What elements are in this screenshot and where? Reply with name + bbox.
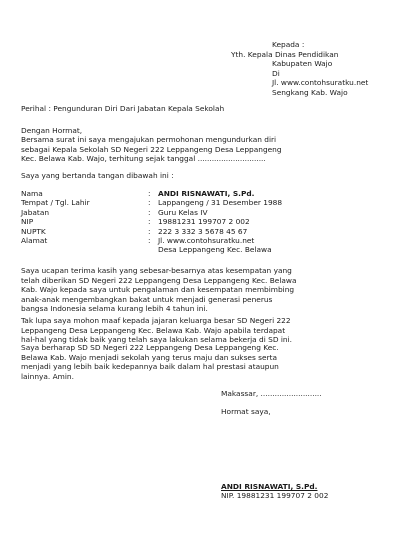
identity-row (21, 217, 282, 226)
paragraph-line: Kab. Wajo kepada saya untuk pengalaman dan kesempatan membimbing (21, 285, 295, 295)
recipient-line: Kepada : (272, 40, 305, 49)
recipient-line: Jl. www.contohsuratku.net (272, 78, 369, 88)
identity-row (21, 189, 282, 198)
identity-value: 222 3 332 3 5678 45 67 (158, 226, 248, 236)
identity-row (21, 198, 282, 207)
paragraph-line: anak-anak mengembangkan bakat untuk menjadi generasi penerus (21, 294, 273, 304)
identity-label (21, 245, 148, 254)
recipient-block (231, 40, 368, 98)
paragraph-line: telah diberikan SD Negeri 222 Leppangeng Desa Leppangeng Kec. Belawa (21, 275, 297, 285)
paragraph-line: Tak lupa saya mohon maaf kepada jajaran keluarga besar SD Negeri 222 (21, 316, 291, 325)
identity-lead: Saya yang bertanda tangan dibawah ini : (21, 171, 174, 180)
paragraph-line: lainnya. Amin. (21, 371, 74, 381)
paragraph-line: hal-hal yang tidak baik yang telah saya lakukan selama bekerja di SD ini. (21, 335, 293, 345)
identity-label: NUPTK (21, 226, 46, 236)
hope-paragraph (21, 343, 381, 381)
closing-salutation: Hormat saya, (221, 407, 271, 416)
identity-label: NIP (21, 217, 34, 227)
identity-colon: : (148, 226, 151, 236)
paragraph-line: Saya berharap SD SD Negeri 222 Leppangeng Desa Leppangeng Kec. (21, 343, 279, 352)
identity-label: Nama (21, 189, 43, 198)
intro-line: sebagai Kepala Sekolah SD Negeri 222 Leppangeng Desa Leppangeng (21, 144, 282, 154)
identity-value: Jl. www.contohsuratku.net (158, 235, 255, 245)
recipient-line: Yth. Kepala Dinas Pendidikan (231, 49, 339, 59)
paragraph-line: Belawa Kab. Wajo menjadi sekolah yang terus maju dan sukses serta (21, 352, 278, 362)
identity-row (21, 236, 282, 245)
identity-colon: : (148, 217, 151, 227)
identity-row (21, 245, 282, 254)
paragraph-line: menjadi yang lebih baik kedepannya baik dalam hal prestasi ataupun (21, 362, 279, 372)
identity-value: Guru Kelas IV (158, 207, 208, 217)
identity-value: Desa Leppangeng Kec. Belawa (158, 245, 272, 255)
apology-paragraph (21, 316, 381, 345)
identity-label: Alamat (21, 235, 48, 245)
identity-value: 19881231 199707 2 002 (158, 217, 250, 227)
identity-label: Tempat / Tgl. Lahir (21, 198, 90, 208)
paragraph-line: Saya ucapan terima kasih yang sebesar-besarnya atas kesempatan yang (21, 266, 292, 275)
recipient-line: Kabupaten Wajo (272, 59, 333, 69)
identity-colon: : (148, 198, 151, 208)
identity-value: ANDI RISNAWATI, S.Pd. (158, 189, 255, 198)
identity-row (21, 208, 282, 217)
identity-colon: : (148, 235, 151, 245)
recipient-line: Sengkang Kab. Wajo (272, 87, 348, 97)
intro-line: Kec. Belawa Kab. Wajo, terhitung sejak tanggal ............................. (21, 154, 266, 164)
signatory-name: ANDI RISNAWATI, S.Pd. (221, 482, 318, 491)
identity-label: Jabatan (21, 207, 50, 217)
paragraph-line: Leppangeng Desa Leppangeng Kec. Belawa Kab. Wajo apabila terdapat (21, 325, 286, 335)
identity-table (21, 189, 282, 255)
greeting: Dengan Hormat, (21, 126, 83, 135)
subject-line: Perihal : Pengunduran Diri Dari Jabatan Kepala Sekolah (21, 104, 225, 113)
intro-paragraph (21, 135, 379, 164)
signatory-nip: NIP. 19881231 199707 2 002 (221, 491, 329, 500)
identity-colon: : (148, 207, 151, 217)
place-date: Makassar, .......................... (221, 389, 322, 398)
intro-line: Bersama surat ini saya mengajukan permohonan mengundurkan diri (21, 135, 277, 144)
identity-value: Lappangeng / 31 Desember 1988 (158, 198, 283, 208)
identity-colon: : (148, 189, 151, 198)
paragraph-line: bangsa Indonesia selama kurang lebih 4 tahun ini. (21, 304, 208, 314)
thanks-paragraph (21, 266, 381, 314)
recipient-line: Di (272, 68, 280, 78)
identity-row (21, 227, 282, 236)
identity-colon (148, 245, 158, 254)
